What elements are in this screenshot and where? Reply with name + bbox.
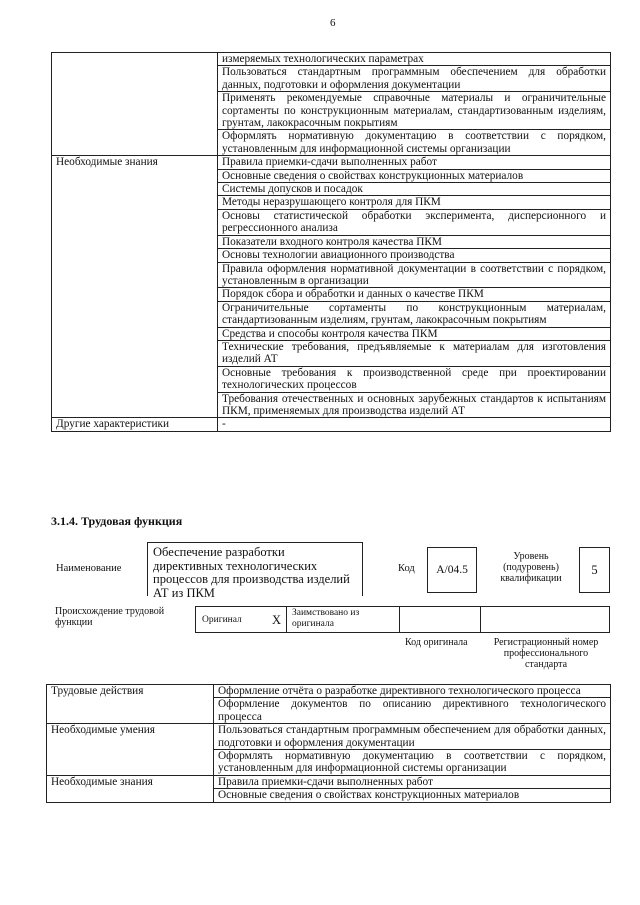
row-value: Правила приемки-сдачи выполненных работ xyxy=(214,775,611,788)
table-row xyxy=(52,418,611,431)
code-caption: Код оригинала xyxy=(405,637,468,648)
section-title: 3.1.4. Трудовая функция xyxy=(51,514,183,528)
row-label-other: Другие характеристики xyxy=(52,418,218,431)
borrowed-cell xyxy=(286,606,400,633)
row-value: Основные сведения о свойствах конструкционных материалов xyxy=(214,789,611,802)
row-value: Средства и способы контроля качества ПКМ xyxy=(218,327,611,340)
row-value: Показатели входного контроля качества ПКМ xyxy=(218,235,611,248)
original-label: Оригинал xyxy=(202,615,242,625)
function-name-box: Обеспечение разработки директивных технологических процессов для производства изделий АТ из ПКМ xyxy=(147,542,363,596)
row-value: Оформлять нормативную документацию в соответствии с порядком, установленным для информационной системы организации xyxy=(218,130,611,156)
row-value: Требования отечественных и основных зарубежных стандартов к испытаниям ПКМ, применяемых для производства изделий АТ xyxy=(218,392,611,418)
row-value: Оформление документов по описанию директивного технологического процесса xyxy=(214,698,611,724)
level-label: Уровень (подуровень) квалификации xyxy=(500,551,562,584)
code-label: Код xyxy=(398,563,415,574)
row-value: Правила оформления нормативной документации в соответствии с порядком, установленным в организации xyxy=(218,262,611,288)
row-value: Оформлять нормативную документацию в соответствии с порядком, установленным для информационной системы организации xyxy=(214,750,611,776)
reg-caption: Регистрационный номер профессионального стандарта xyxy=(493,637,599,670)
level-value: 5 xyxy=(591,562,598,577)
level-value-box xyxy=(579,547,610,593)
table-row xyxy=(47,775,611,788)
table-row xyxy=(52,156,611,169)
code-value-box xyxy=(427,547,477,593)
row-value: Технические требования, предъявляемые к материалам для изготовления изделий АТ xyxy=(218,340,611,366)
row-value: Основы технологии авиационного производства xyxy=(218,249,611,262)
row-value: Пользоваться стандартным программным обеспечением для обработки данных, подготовки и оформления документации xyxy=(218,66,611,92)
row-value: Основы статистической обработки эксперимента, дисперсионного и регрессионного анализа xyxy=(218,209,611,235)
original-cell xyxy=(195,606,287,633)
row-label-actions: Трудовые действия xyxy=(47,685,214,724)
row-value: Применять рекомендуемые справочные материалы и ограничительные сортаменты по конструкционным материалам, стандартизованным изделиям, грунтам, лакокрасочным покрытиям xyxy=(218,92,611,130)
name-label: Наименование xyxy=(56,563,122,574)
row-value: Порядок сбора и обработки и данных о качестве ПКМ xyxy=(218,288,611,301)
borrowed-label: Заимствовано из оригинала xyxy=(292,608,360,629)
original-code-cell xyxy=(399,606,481,633)
row-value: Пользоваться стандартным программным обеспечением для обработки данных, подготовки и оформления документации xyxy=(214,724,611,750)
row-value: измеряемых технологических параметрах xyxy=(218,53,611,66)
row-value: Ограничительные сортаменты по конструкционным материалам, стандартизованным изделиям, грунтам, лакокрасочным покрытиям xyxy=(218,301,611,327)
row-value: - xyxy=(218,418,611,431)
row-value: Оформление отчёта о разработке директивного технологического процесса xyxy=(214,685,611,698)
original-mark: X xyxy=(272,613,282,627)
row-label-knowledge: Необходимые знания xyxy=(47,775,214,802)
top-requirements-table xyxy=(51,52,611,432)
row-value: Правила приемки-сдачи выполненных работ xyxy=(218,156,611,169)
row-value: Методы неразрушающего контроля для ПКМ xyxy=(218,196,611,209)
row-value: Основные сведения о свойствах конструкционных материалов xyxy=(218,169,611,182)
row-value: Основные требования к производственной среде при проектировании технологических процессов xyxy=(218,366,611,392)
row-label-skills: Необходимые умения xyxy=(47,724,214,776)
row-value: Системы допусков и посадок xyxy=(218,183,611,196)
bottom-requirements-table xyxy=(46,684,611,803)
table-row xyxy=(47,724,611,750)
code-value: А/04.5 xyxy=(436,564,468,576)
page-number: 6 xyxy=(330,17,336,29)
table-row xyxy=(52,53,611,66)
table-row xyxy=(47,685,611,698)
row-label-knowledge: Необходимые знания xyxy=(52,156,218,418)
reg-number-cell xyxy=(480,606,610,633)
origin-label: Происхождение трудовой функции xyxy=(55,606,165,628)
row-label xyxy=(52,53,218,156)
